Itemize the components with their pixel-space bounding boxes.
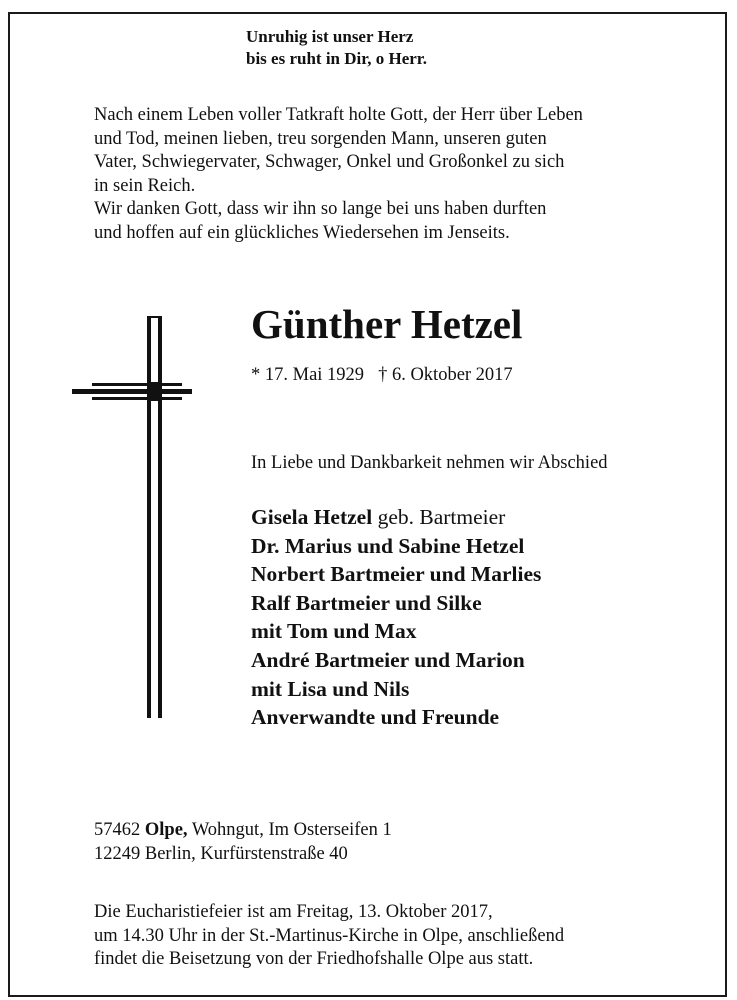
address-street: Wohngut, Im Osterseifen 1 xyxy=(187,820,392,840)
address-zip: 57462 xyxy=(94,820,145,840)
mourner-line: mit Tom und Max xyxy=(251,619,417,644)
mourner-line: Dr. Marius und Sabine Hetzel xyxy=(251,533,525,558)
death-date: † 6. Oktober 2017 xyxy=(378,365,513,385)
service-line: um 14.30 Uhr in der St.-Martinus-Kirche in Olpe, anschließend xyxy=(94,925,565,946)
motto-line: bis es ruht in Dir, o Herr. xyxy=(246,49,428,68)
mourner-line: Ralf Bartmeier und Silke xyxy=(251,590,482,615)
deceased-name: Günther Hetzel xyxy=(251,301,523,347)
intro-line: Nach einem Leben voller Tatkraft holte Gott, der Herr über Leben xyxy=(94,105,583,125)
mourner-line: mit Lisa und Nils xyxy=(251,676,410,701)
birth-date: * 17. Mai 1929 xyxy=(251,365,365,385)
service-info xyxy=(94,901,564,972)
cross-icon xyxy=(72,316,192,718)
mourners-list xyxy=(251,503,541,732)
intro-line: und Tod, meinen lieben, treu sorgenden Mann, unseren guten xyxy=(94,128,547,149)
address-city: Olpe, xyxy=(144,820,188,840)
intro-line: Wir danken Gott, dass wir ihn so lange bei uns haben durften xyxy=(94,199,547,219)
mourner-line: Anverwandte und Freunde xyxy=(251,705,500,730)
motto-line: Unruhig ist unser Herz xyxy=(246,27,414,46)
life-dates xyxy=(251,364,513,386)
mourner-line: Norbert Bartmeier und Marlies xyxy=(251,562,542,587)
farewell-line: In Liebe und Dankbarkeit nehmen wir Abschied xyxy=(251,453,608,473)
intro-line: in sein Reich. xyxy=(94,175,196,196)
mourner-maiden-name: geb. Bartmeier xyxy=(372,505,506,529)
service-line: findet die Beisetzung von der Friedhofshalle Olpe aus statt. xyxy=(94,949,534,969)
intro-text xyxy=(94,104,583,245)
mourner-line xyxy=(251,503,541,532)
service-line: Die Eucharistiefeier ist am Freitag, 13. Oktober 2017, xyxy=(94,902,493,922)
mourner-name: Gisela Hetzel xyxy=(251,505,373,529)
address-line: 12249 Berlin, Kurfürstenstraße 40 xyxy=(94,843,348,864)
intro-line: Vater, Schwiegervater, Schwager, Onkel und Großonkel zu sich xyxy=(94,152,565,172)
motto xyxy=(246,26,427,70)
mourner-line: André Bartmeier und Marion xyxy=(251,647,525,672)
address-line xyxy=(94,819,392,843)
intro-line: und hoffen auf ein glückliches Wiedersehen im Jenseits. xyxy=(94,222,510,243)
addresses xyxy=(94,819,392,866)
